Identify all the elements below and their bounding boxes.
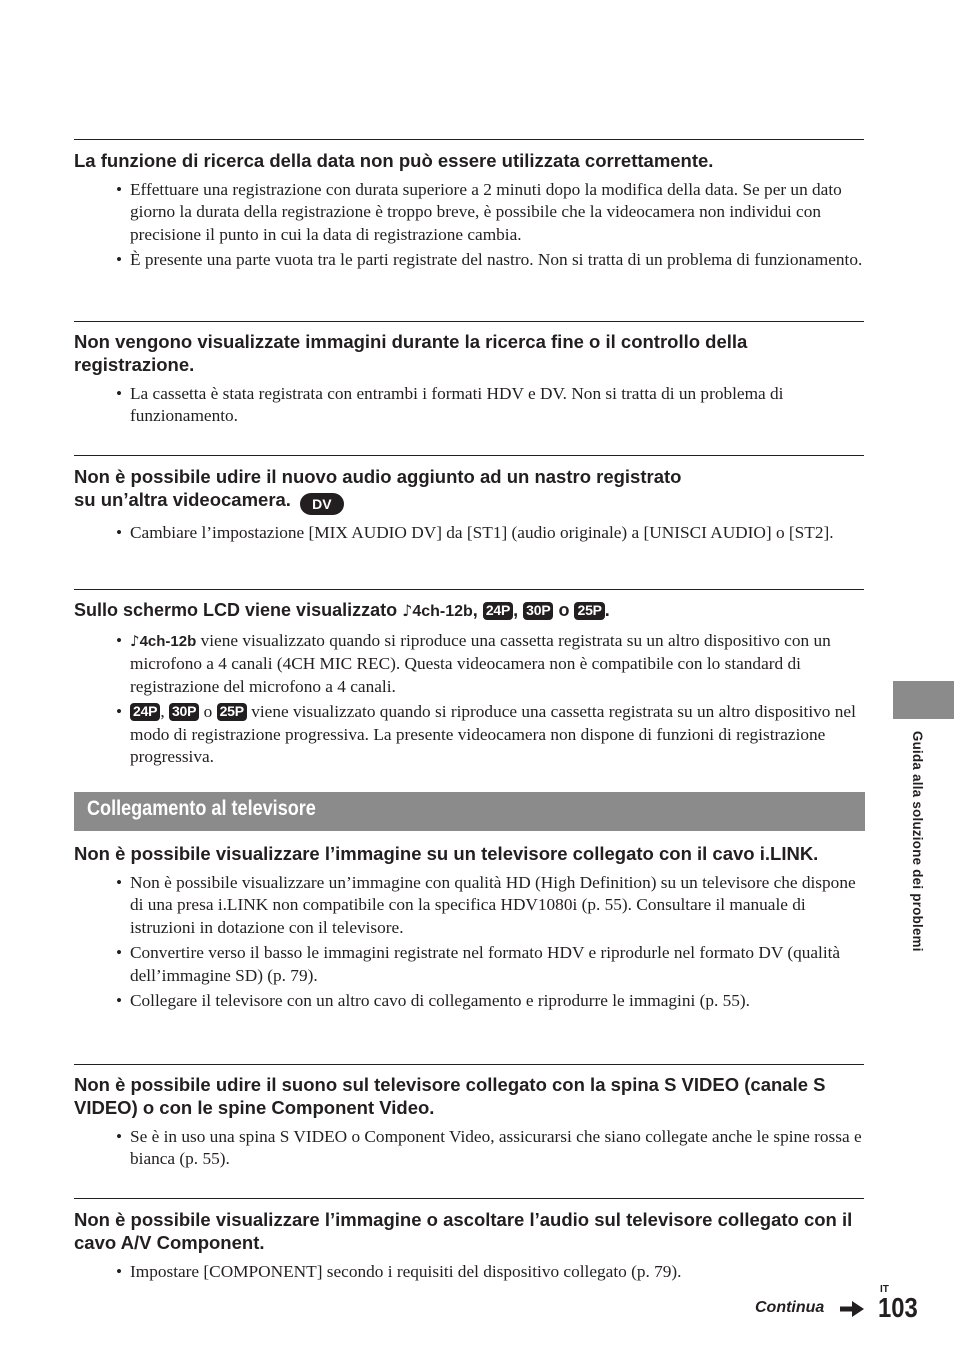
section-divider bbox=[74, 589, 864, 590]
section-divider bbox=[74, 321, 864, 322]
section-title: Collegamento al televisore bbox=[87, 797, 316, 820]
chapter-side-label: Guida alla soluzione dei problemi bbox=[910, 731, 926, 952]
list-item: • Collegare il televisore con un altro cavo di collegamento e riprodurre le immagini (p. 55). bbox=[116, 991, 750, 1011]
continua-label: Continua bbox=[755, 1299, 825, 1316]
30p-badge-icon: 30P bbox=[169, 703, 199, 721]
section-audio-dub bbox=[74, 465, 864, 547]
arrow-right-icon bbox=[840, 1301, 864, 1317]
section-ilink bbox=[74, 842, 864, 1015]
audio-4ch-icon: ♪4ch-12b bbox=[130, 632, 197, 650]
list-item: • La cassetta è stata registrata con entrambi i formati HDV e DV. Non si tratta di un problema di funzionamento. bbox=[116, 384, 784, 426]
list-item: • Effettuare una registrazione con durata superiore a 2 minuti dopo la modifica della data. Se per un dato giorno la durata della registrazione è troppo breve, è possibile che la videocamera non individui con precisione il punto in cui la data di registrazione cambia. bbox=[116, 180, 842, 244]
section-heading: Non è possibile udire il nuovo audio aggiunto ad un nastro registrato su un’altra videocamera. DV bbox=[74, 465, 864, 515]
language-code: IT bbox=[880, 1284, 889, 1295]
section-divider bbox=[74, 1198, 864, 1199]
24p-badge-icon: 24P bbox=[130, 703, 160, 721]
list-item: • Convertire verso il basso le immagini registrate nel formato HDV e riprodurle nel formato DV (qualità dell’immagine SD) (p. 79). bbox=[116, 943, 841, 985]
25p-badge-icon: 25P bbox=[574, 602, 604, 620]
chapter-tab bbox=[893, 681, 954, 719]
section-svideo bbox=[74, 1073, 864, 1174]
list-item: • 24P , 30P o 25P viene visualizzato quando si riproduce una cassetta registrata su un altro dispositivo nel modo di registrazione progressiva. La presente videocamera non dispone di funzioni di registrazione progressiva. bbox=[116, 702, 856, 767]
dv-badge-icon: DV bbox=[300, 493, 343, 515]
section-date-search bbox=[74, 149, 864, 275]
25p-badge-icon: 25P bbox=[217, 703, 247, 721]
section-divider bbox=[74, 1064, 864, 1065]
audio-4ch-icon: ♪4ch-12b bbox=[402, 601, 473, 620]
list-item: • ♪4ch-12b viene visualizzato quando si riproduce una cassetta registrata su un altro dispositivo con un microfono a 4 canali (4CH MIC REC). Questa videocamera non è compatibile con lo standard di registrazione del microfono a 4 canali. bbox=[116, 631, 831, 696]
section-divider bbox=[74, 139, 864, 140]
section-heading: Non vengono visualizzate immagini durante la ricerca fine o il controllo della registrazione. bbox=[74, 331, 748, 375]
list-item: • È presente una parte vuota tra le parti registrate del nastro. Non si tratta di un problema di funzionamento. bbox=[116, 250, 863, 270]
30p-badge-icon: 30P bbox=[523, 602, 553, 620]
section-fine-search bbox=[74, 330, 864, 431]
section-heading: La funzione di ricerca della data non può essere utilizzata correttamente. bbox=[74, 150, 714, 171]
section-heading: Non è possibile udire il suono sul televisore collegato con la spina S VIDEO (canale S VIDEO) o con le spine Component Video. bbox=[74, 1074, 826, 1118]
list-item: • Impostare [COMPONENT] secondo i requisiti del dispositivo collegato (p. 79). bbox=[116, 1262, 682, 1281]
list-item: • Cambiare l’impostazione [MIX AUDIO DV] da [ST1] (audio originale) a [UNISCI AUDIO] o [ST2]. bbox=[116, 523, 834, 542]
section-component bbox=[74, 1208, 864, 1286]
list-item: • Se è in uso una spina S VIDEO o Component Video, assicurarsi che siano collegate anche le spine rossa e bianca (p. 55). bbox=[116, 1127, 862, 1169]
24p-badge-icon: 24P bbox=[483, 602, 513, 620]
list-item: • Non è possibile visualizzare un’immagine con qualità HD (High Definition) su un televisore che dispone di una presa i.LINK non compatibile con la specifica HDV1080i (p. 55). Consultare il manuale di istruzioni in dotazione con il televisore. bbox=[116, 873, 856, 937]
section-title-bar bbox=[74, 792, 865, 831]
section-heading: Non è possibile visualizzare l’immagine su un televisore collegato con il cavo i.LINK. bbox=[74, 843, 819, 864]
page-number: 103 bbox=[878, 1292, 918, 1323]
section-lcd-indicators bbox=[74, 599, 864, 771]
section-heading: Sullo schermo LCD viene visualizzato ♪4ch-12b, 24P , 30P o 25P . bbox=[74, 600, 610, 620]
section-divider bbox=[74, 455, 864, 456]
section-heading: Non è possibile visualizzare l’immagine o ascoltare l’audio sul televisore collegato con il cavo A/V Component. bbox=[74, 1209, 853, 1253]
